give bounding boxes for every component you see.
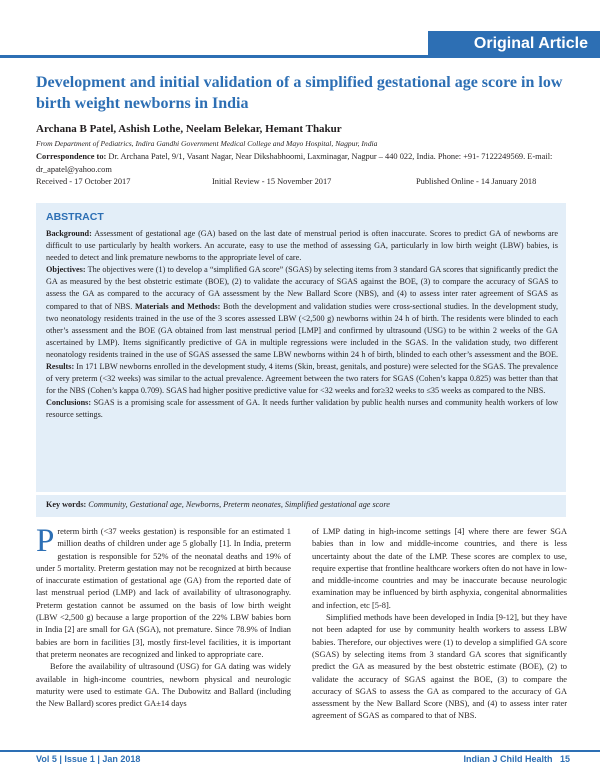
- abstract-heading: ABSTRACT: [46, 211, 104, 223]
- keywords-box: [36, 495, 566, 517]
- body-column-left: [36, 523, 291, 710]
- paragraph: Simplified methods have been developed in India [9-12], but they have not been adapted for use by community health workers to assess LBW babies. Therefore, our objectives were (1) to develop a simplified GA score (SGAS) by selecting items from 3 standard GA scores that significantly predict the GA as measured by the best obstetric estimate (BOE), (2) to validate the accuracy of SGAS against the BOE, (3) to compare the accuracy of SGAS to assess the GA as compared to the accuracy of GA assessment by the New Ballard Score (NBS), and (4) to assess inter rater agreement of SGAS as compared to that of NBS.: [312, 613, 567, 721]
- paragraph-text: reterm birth (<37 weeks gestation) is responsible for an estimated 1 million deaths of children under age 5 globally [1]. In India, preterm gestation is responsible for 52% of the neonatal deaths and 19% of under 5 mortality. Preterm gestation may not be recognized at birth because of inaccurate estimation of gestational age (GA) from the reported date of last menstrual period (LMP) and lack of availability of ultrasonography. Preterm gestation cannot be assumed on the basis of low birth weight (LBW <2,500 g) because a large proportion of the 22% LBW babies born in India [2] are small for GA (SGA), not premature. Since 78.9% of Indian babies are born in facilities [3], mostly first-level facilities, it is important that preterm neonates are recognized and linked to appropriate care.: [36, 527, 291, 659]
- background-text: Assessment of gestational age (GA) based on the last date of menstrual period is often inaccurate. Scores to predict GA of newborns are difficult to use particularly by health workers. An accurate, easy to use the method of assessing GA, particularly in low birth weight (LBW) babies, is needed to detect and link premature newborns to the appropriate level of care.: [46, 229, 558, 263]
- abstract-box: [36, 203, 566, 492]
- footer-rule: [0, 750, 600, 752]
- review-date: Initial Review - 15 November 2017: [212, 177, 332, 186]
- conclusions-label: Conclusions:: [46, 398, 92, 408]
- published-date: Published Online - 14 January 2018: [416, 177, 537, 186]
- article-type-banner: Original Article: [428, 31, 600, 57]
- drop-cap: P: [36, 523, 55, 559]
- background-label: Background:: [46, 229, 92, 238]
- keywords: [46, 500, 390, 509]
- paragraph: Before the availability of ultrasound (USG) for GA dating was widely available in high-income countries, newborn physical and neurologic maturity were used to estimate GA. The Dubowitz and Ballard (including the New Ballard) scores predict GA±14 days: [36, 662, 291, 709]
- header-rule: [0, 55, 600, 58]
- objectives-label: Objectives:: [46, 265, 86, 275]
- methods-label: Materials and Methods:: [134, 301, 221, 311]
- paragraph: [36, 523, 291, 661]
- body-column-right: [312, 526, 567, 723]
- authors: Archana B Patel, Ashish Lothe, Neelam Belekar, Hemant Thakur: [36, 123, 342, 135]
- paragraph: of LMP dating in high-income settings [4] where there are fewer SGA babies than in low and middle-income countries, and there is less uncertainty about the date of the LMP. These scores are complex to use, require expertise that frontline healthcare workers often do not have in low- and middle-income countries and may be inaccurate because neurologic examination may be influenced by birth asphyxia, congenital abnormalities and infection, etc [5-8].: [312, 527, 567, 610]
- received-date: Received - 17 October 2017: [36, 177, 131, 186]
- abstract-text: [46, 228, 558, 422]
- keywords-label: Key words:: [46, 500, 87, 509]
- conclusions-text: SGAS is a promising scale for assessment of GA. It needs further validation by public health nurses and community health workers of low resource settings.: [46, 398, 559, 420]
- footer-journal-page: Indian J Child Health 15: [463, 754, 570, 764]
- top-margin: [0, 0, 600, 28]
- affiliation: From Department of Pediatrics, Indira Gandhi Government Medical College and Mayo Hospital, Nagpur, India: [36, 139, 378, 148]
- article-title: Development and initial validation of a simplified gestational age score in low birth weight newborns in India: [36, 74, 563, 112]
- correspondence-label: Correspondence to:: [36, 152, 107, 161]
- footer-issue: Vol 5 | Issue 1 | Jan 2018: [36, 754, 141, 764]
- keywords-text: Community, Gestational age, Newborns, Preterm neonates, Simplified gestational age score: [88, 500, 390, 509]
- correspondence-text: Dr. Archana Patel, 9/1, Vasant Nagar, Near Dikshabhoomi, Laxminagar, Nagpur – 440 022, India. Phone: +91- 7122249569. E-mail: dr_apatel@yahoo.com: [36, 152, 553, 174]
- correspondence: [36, 151, 566, 176]
- methods-text: Both the development and validation studies were cross-sectional studies. In the development study, two neonatology residents trained in the use of the 3 scores assessed LBW (<2,500 g) newborns within 24 h of birth. The residents were blinded to each other’s assessment and the BOE (GA obtained from last menstrual period [LMP] and confirmed by ultrasound (USG) to be within 2 weeks of the GA ascertained by LMP). Items significantly predictive of GA in multiple regressions were included in the SGAS. In the validation study, two different neonatology residents trained in the use of SGAS assessed the same LBW newborns within 24 h of birth, blinded to each other’s assessment and the BOE.: [46, 301, 559, 359]
- results-text: In 171 LBW newborns enrolled in the development study, 4 items (Skin, breast, genitals, and posture) were selected for the SGAS. The prevalence of very preterm (<32 weeks) was similar to the actual prevalence. Agreement between the two raters for SGAS (Cohen’s kappa 0.825) was better than that for the NBS (Cohen’s kappa 0.709). SGAS had higher positive predictive value for <32 weeks and for≥32 weeks to ≤35 weeks as compared to the NBS.: [46, 362, 559, 396]
- results-label: Results:: [46, 362, 75, 372]
- objectives-text: The objectives were (1) to develop a “simplified GA score” (SGAS) by selecting items from 3 standard GA scores that significantly predict the GA as measured by the best obstetric estimate (BOE), (2) to validate the accuracy of SGAS against the BOE, (3) to compare the accuracy of SGAS to assess the GA as compared to the accuracy of GA assessment by the New Ballard Score (NBS), and (4) to assess inter rater agreement of SGAS as compared to that of NBS.: [46, 265, 558, 311]
